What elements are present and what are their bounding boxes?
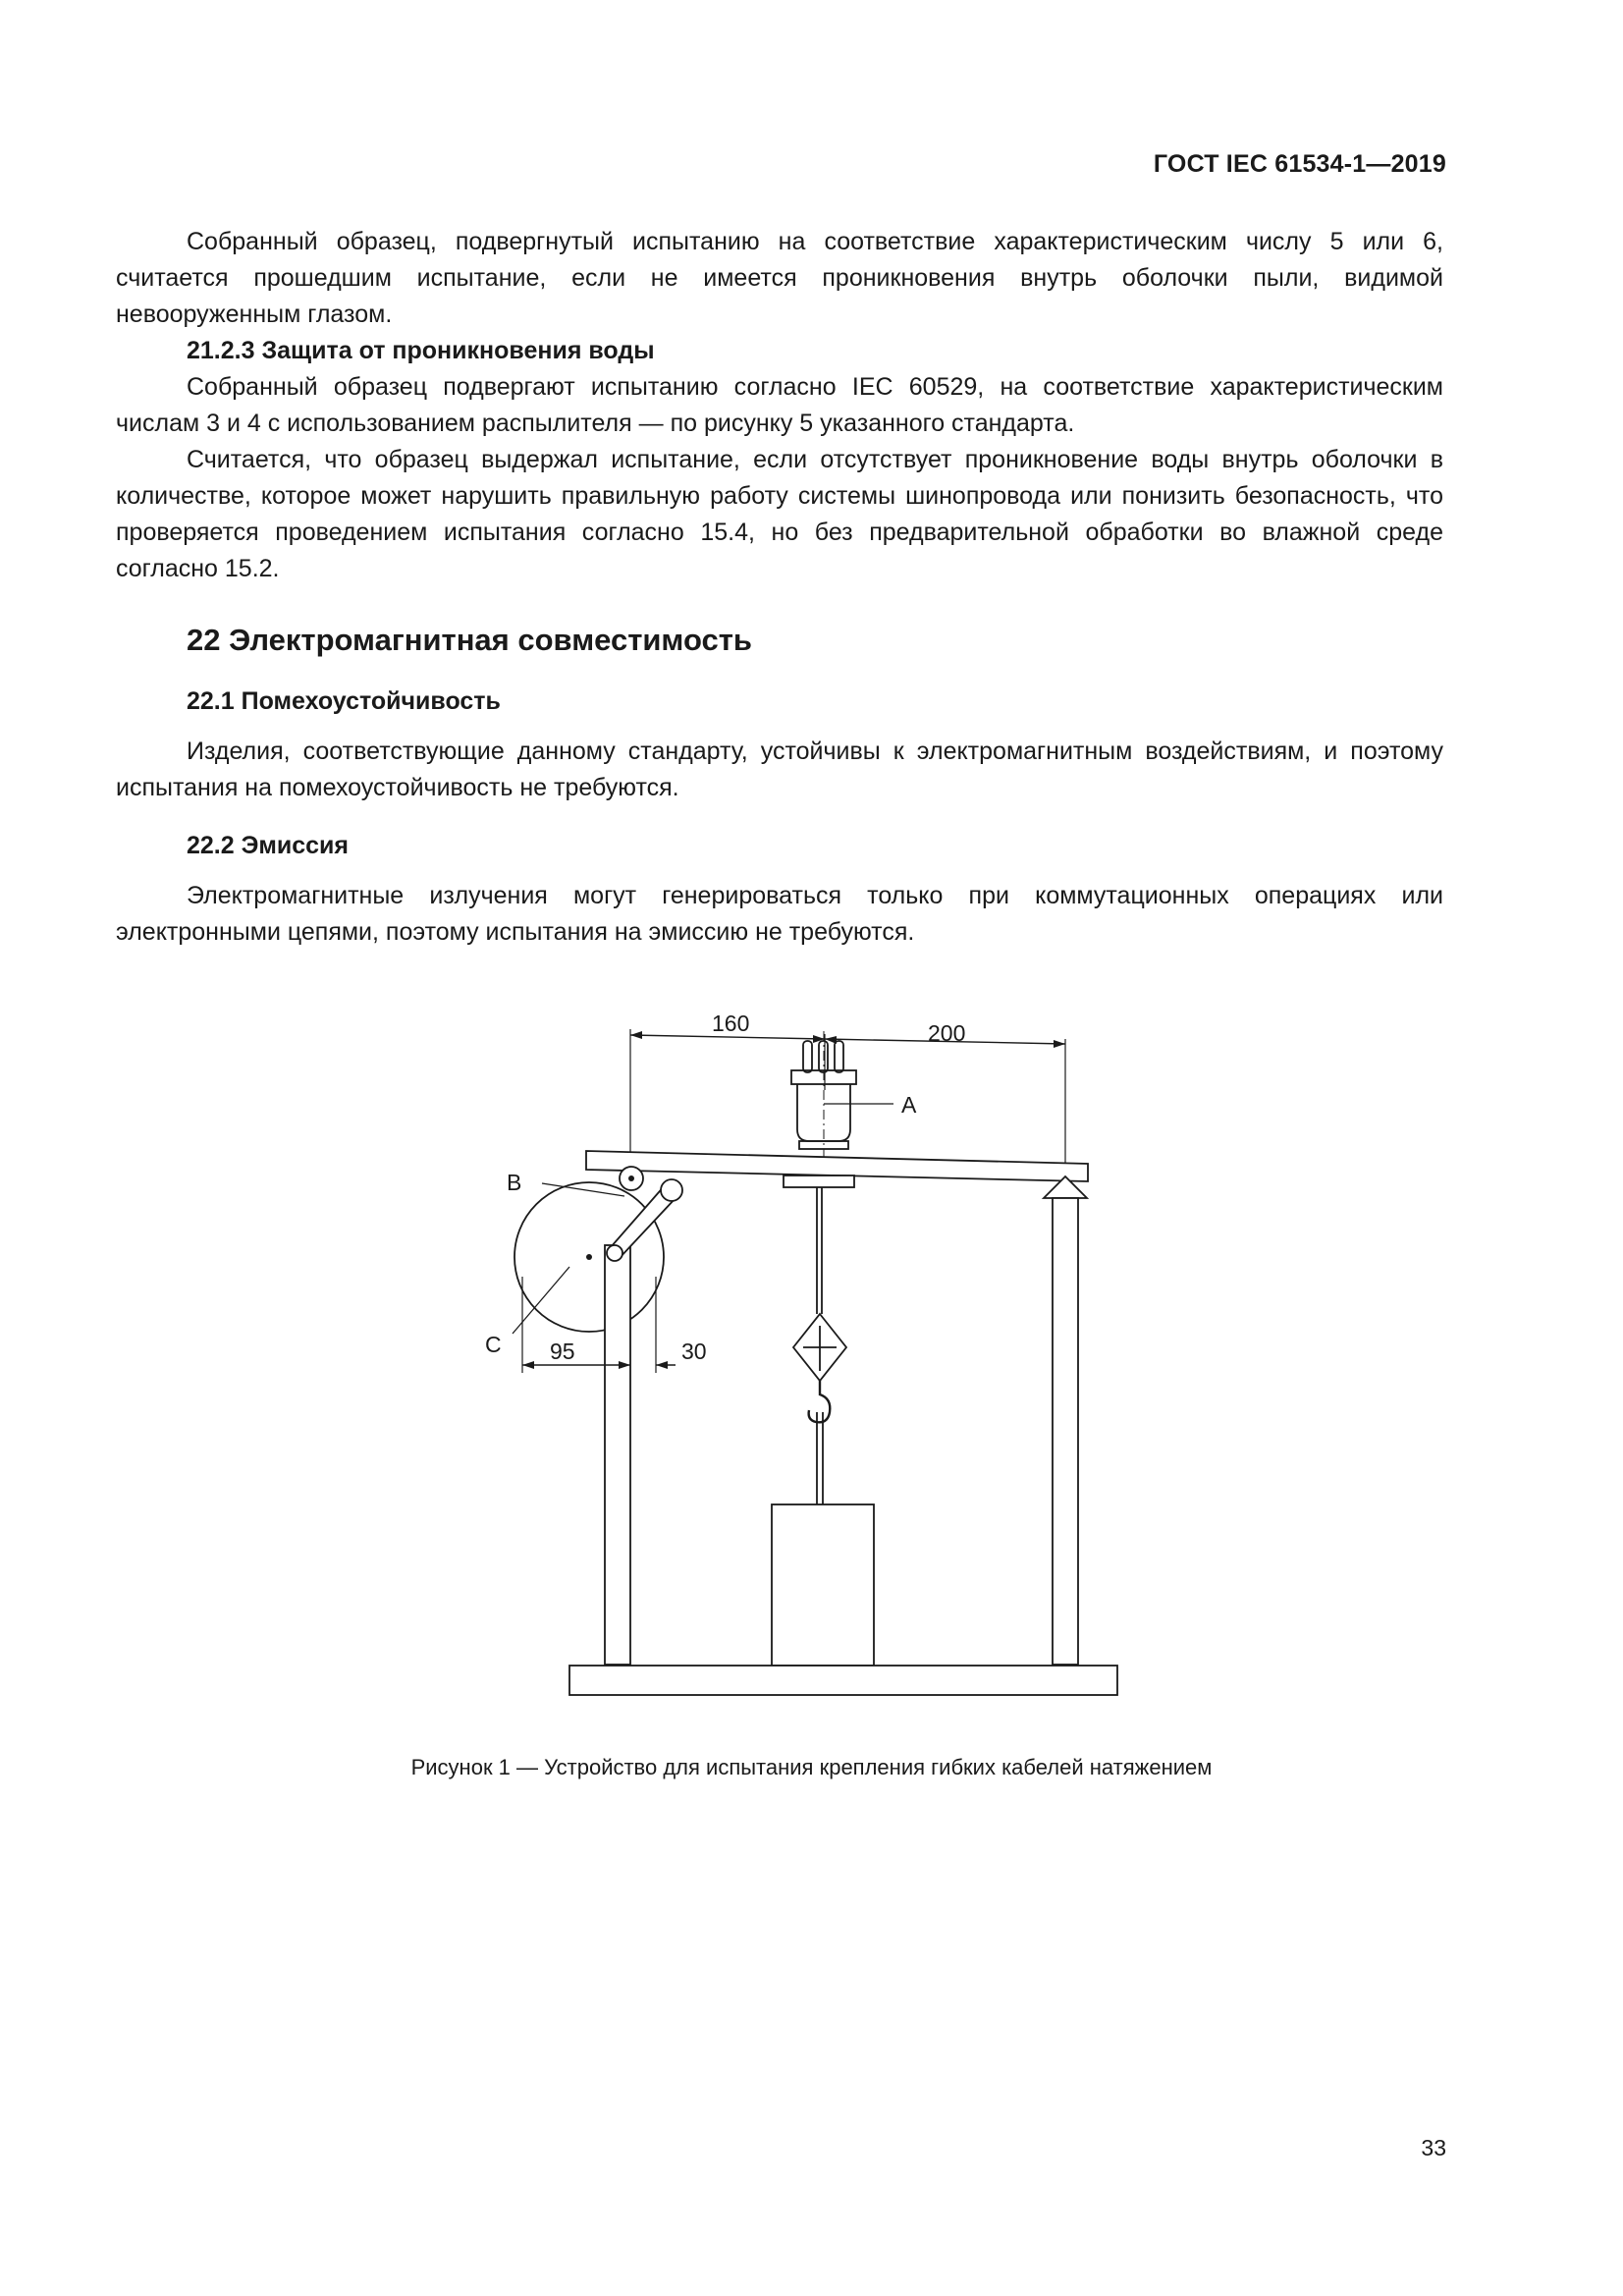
dimension-label-95: 95 (550, 1339, 575, 1364)
label-b: B (507, 1170, 522, 1195)
document-id: ГОСТ IEC 61534-1—2019 (1153, 150, 1446, 178)
dimension-label-30: 30 (681, 1339, 707, 1364)
right-support-post (1053, 1198, 1078, 1665)
pulley-center (586, 1254, 592, 1260)
arrowhead (1054, 1040, 1065, 1048)
paragraph-water-test-method: Собранный образец подвергают испытанию согласно IEC 60529, на соответствие характеристическим числам 3 и 4 с использованием распылителя — по рисунку 5 указанного стандарта. (116, 373, 1443, 437)
subsection-22-2-text: Электромагнитные излучения могут генерироваться только при коммутационных операциях или электронными цепями, поэтому испытания на эмиссию не требуются. (116, 882, 1443, 946)
base-plate (569, 1666, 1117, 1695)
subsection-22-1-text: Изделия, соответствующие данному стандарту, устойчивы к электромагнитным воздействиям, и поэтому испытания на помехоустойчивость не требуются. (116, 738, 1443, 801)
lever-pivot-center (628, 1175, 634, 1181)
subsection-22-1-title: 22.1 Помехоустойчивость (187, 687, 501, 715)
crank-pivot (607, 1245, 622, 1261)
document-body (116, 224, 1443, 951)
crank-handle (661, 1179, 682, 1201)
plug-pin (803, 1041, 812, 1072)
label-a: A (901, 1092, 917, 1118)
clause-21-2-3-title: 21.2.3 Защита от проникновения воды (187, 337, 655, 364)
dimension-label-160: 160 (712, 1011, 750, 1036)
plug-pin (835, 1041, 843, 1072)
subsection-22-2-title: 22.2 Эмиссия (187, 832, 350, 859)
apparatus-drawing (485, 1002, 1129, 1728)
left-support-post (605, 1245, 630, 1665)
arrowhead (630, 1031, 642, 1039)
dimension-label-200: 200 (928, 1020, 966, 1046)
lever-clamp (784, 1175, 854, 1187)
test-weight (772, 1504, 874, 1666)
arrowhead (656, 1361, 668, 1369)
page-number: 33 (1421, 2135, 1446, 2160)
section-22-title: 22 Электромагнитная совместимость (187, 623, 752, 657)
paragraph-water-test-criteria: Считается, что образец выдержал испытание, если отсутствует проникновение воды внутрь оболочки в количестве, которое может нарушить правильную работу системы шинопровода или понизить безопасность, что проверяется проведением испытания согласно 15.4, но без предварительной обработки во влажной среде согласно 15.2. (116, 446, 1443, 582)
figure-cable-pull-test-apparatus (485, 1002, 1129, 1728)
arrowhead (522, 1361, 534, 1369)
hook (809, 1381, 831, 1422)
label-c: C (485, 1332, 502, 1357)
paragraph-dust-test: Собранный образец, подвергнутый испытанию на соответствие характеристическим числу 5 или 6, считается прошедшим испытание, если не имеется проникновения внутрь оболочки пыли, видимой невооруженным глазом. (116, 228, 1443, 328)
figure-caption: Рисунок 1 — Устройство для испытания крепления гибких кабелей натяжением (410, 1755, 1213, 1779)
